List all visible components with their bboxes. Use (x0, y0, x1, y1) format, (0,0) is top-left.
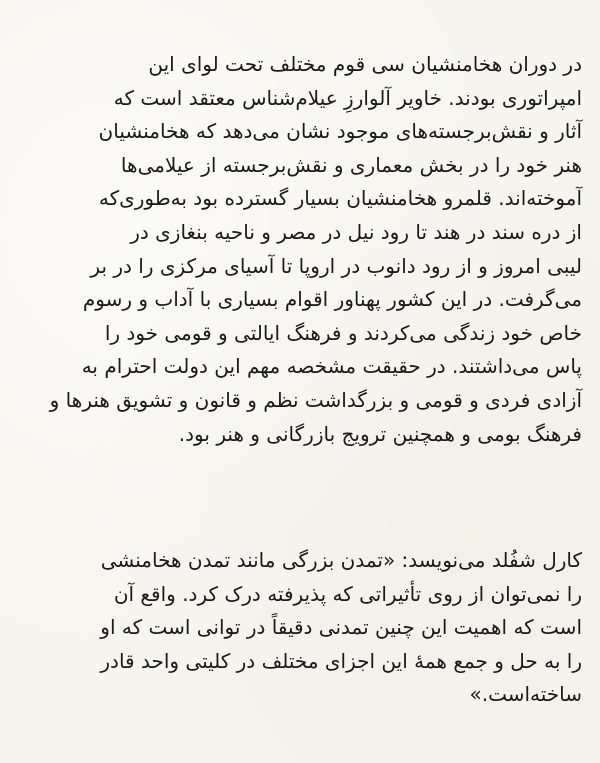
paragraph-achaemenid-empire (26, 48, 582, 451)
text-line: امپراتوری بودند. خاویر آلوارزِ عیلام‌شناس معتقد است که (113, 85, 582, 110)
paragraph-schefold-quote (26, 544, 582, 712)
text-line: می‌گرفت. در این کشور پهناور اقوام بسیاری با آداب و رسوم (82, 287, 582, 312)
text-line: آثار و نقش‌برجسته‌های موجود نشان می‌دهد که هخامنشیان (98, 119, 582, 144)
text-line: آموخته‌اند. قلمرو هخامنشیان بسیار گسترده بود به‌طوری‌که (98, 186, 582, 211)
text-line: را نمی‌توان از روی تأثیراتی که پذیرفته درک کرد. واقع آن (113, 581, 582, 606)
text-line: پاس می‌داشتند. در حقیقت مشخصه مهم این دولت احترام به (81, 354, 582, 379)
text-line: هنر خود را در بخش معماری و نقش‌برجسته از عیلامی‌ها (120, 152, 582, 177)
text-line: در دوران هخامنشیان سی قوم مختلف تحت لوای این (148, 52, 582, 76)
text-line: کارل شفُلد می‌نویسد: «تمدن بزرگی مانند تمدن هخامنشی (100, 548, 582, 572)
text-line: را به حل و جمع همهٔ این اجزای مختلف در کلیتی واحد قادر (100, 648, 582, 673)
text-line: از دره سند در هند تا رود نیل در مصر و ناحیه بنغازی در (130, 219, 582, 244)
text-line: ساخته‌است.» (469, 682, 582, 707)
clipped-top-text-line (22, 0, 582, 6)
text-line: است که اهمیت این چنین تمدنی دقیقاً در توانی است که او (100, 615, 582, 640)
text-line: لیبی امروز و از رود دانوب در اروپا تا آسیای مرکزی را در بر (90, 253, 582, 278)
text-line: خاص خود زندگی می‌کردند و فرهنگ ایالتی و قومی خود را (104, 320, 582, 345)
text-line: فرهنگ بومی و همچنین ترویج بازرگانی و هنر بود. (178, 421, 582, 446)
text-line: آزادی فردی و قومی و بزرگداشت نظم و قانون و تشویق هنرها و (49, 387, 582, 412)
